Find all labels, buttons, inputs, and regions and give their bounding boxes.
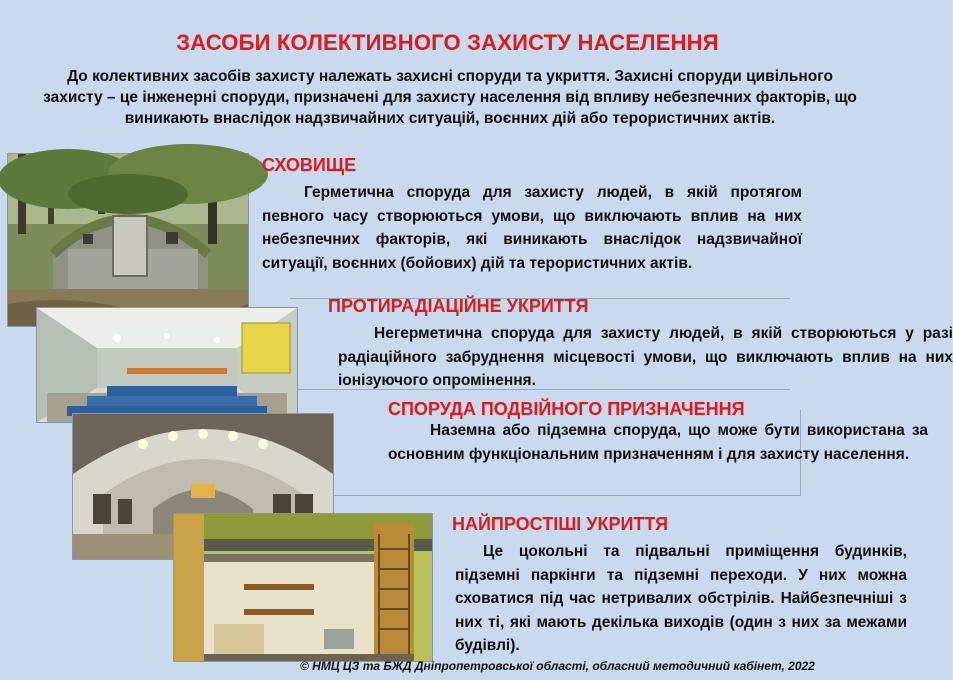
section-text-clip bbox=[455, 540, 907, 660]
section-text-clip bbox=[388, 419, 928, 494]
page-title: ЗАСОБИ КОЛЕКТИВНОГО ЗАХИСТУ НАСЕЛЕННЯ bbox=[176, 30, 719, 55]
intro-line: виникають внаслідок надзвичайних ситуацій, воєнних дій або терористичних актів. bbox=[124, 110, 776, 127]
section-title-dual-purpose: СПОРУДА ПОДВІЙНОГО ПРИЗНАЧЕННЯ bbox=[388, 399, 745, 419]
section-title-radiation-shelter: ПРОТИРАДІАЦІЙНЕ УКРИТТЯ bbox=[328, 296, 589, 316]
section-text-dual-purpose: Наземна або підземна споруда, що може бути використана за основним функціональним призначенням і для захисту населення. bbox=[388, 422, 928, 463]
section-text-clip bbox=[338, 322, 953, 397]
section-title-shelter: СХОВИЩЕ bbox=[262, 155, 357, 175]
intro-paragraph bbox=[10, 66, 890, 129]
bunker-entrance-photo bbox=[7, 153, 249, 327]
intro-line: захисту – це інженерні споруди, призначені для захисту населення від впливу небезпечних факторів, що bbox=[43, 89, 857, 106]
intro-line: До колективних засобів захисту належать захисні споруди та укриття. Захисні споруди цивільного bbox=[67, 68, 833, 85]
section-title-simple-shelters: НАЙПРОСТІШІ УКРИТТЯ bbox=[452, 514, 669, 534]
shelter-hall-photo bbox=[36, 307, 298, 423]
section-text-simple-shelters: Це цокольні та підвальні приміщення будинків, підземні паркінги та підземні переходи. У них можна сховатися під час нетривалих обстрілів. Найбезпечніші з них ті, які мають декілька виходів (один з них за межами будівлі). bbox=[455, 543, 907, 654]
copyright-footer: © НМЦ ЦЗ та БЖД Дніпропетровської області, обласний методичний кабінет, 2022 bbox=[300, 659, 815, 673]
basement-diagram-drawing bbox=[173, 513, 433, 662]
section-text-shelter: Герметична споруда для захисту людей, в якій протягом певного часу створюються умови, що виключають вплив на них небезпечних факторів, які виникають внаслідок надзвичайної ситуації, воєнних (бойових) дій та терористичних актів. bbox=[262, 184, 802, 272]
section-text-radiation-shelter: Негерметична споруда для захисту людей, в якій створюються у разі радіаційного забруднення місцевості умови, що виключають вплив на них іонізуючого опромінення. bbox=[338, 325, 953, 389]
